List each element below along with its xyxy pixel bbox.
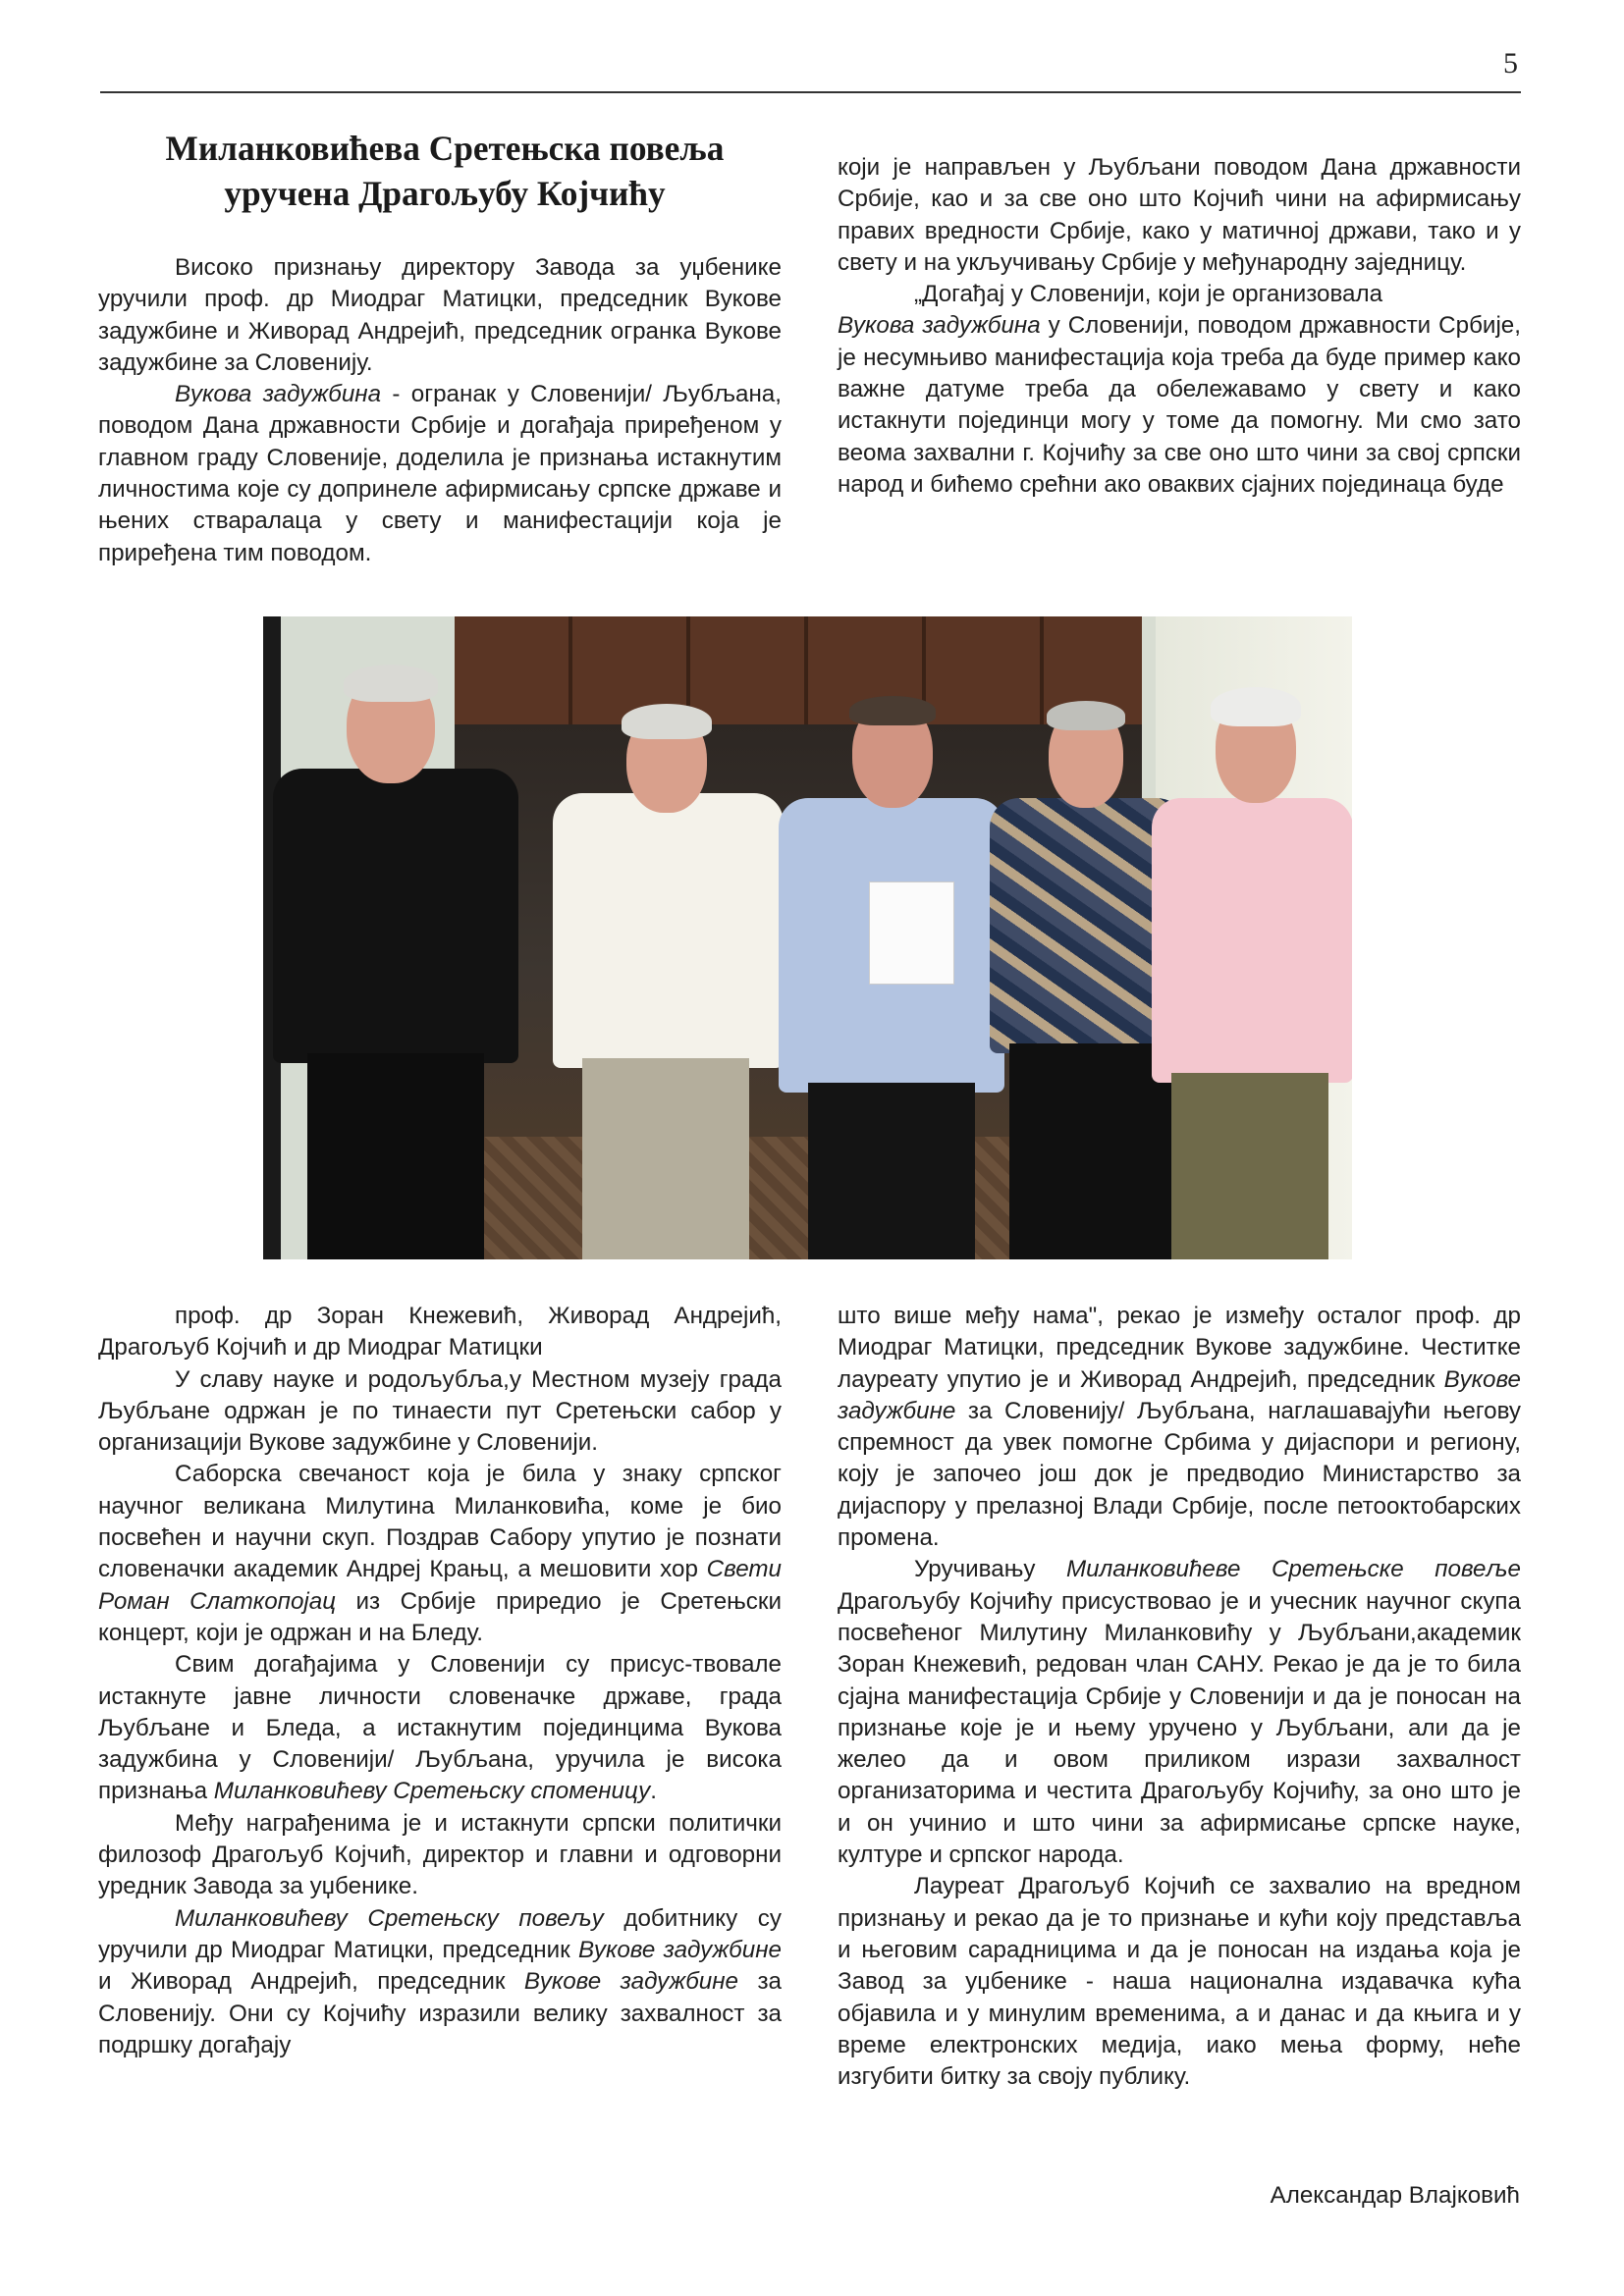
paragraph-text: и Живорад Андрејић, председник bbox=[98, 1968, 524, 1996]
paragraph bbox=[98, 1459, 782, 1649]
column-top-left bbox=[98, 252, 782, 569]
article-title bbox=[113, 126, 777, 216]
italic-phrase: Миланковићеву Сретењску повељу bbox=[175, 1904, 604, 1932]
italic-phrase: Свети Роман Слаткопојац bbox=[98, 1556, 782, 1615]
italic-phrase: Вукова задужбина bbox=[175, 381, 382, 408]
certificate bbox=[869, 881, 954, 985]
paragraph-text: за Словенију/ Љубљана, наглашавајући његову спремност да увек помогне Србима у дијаспори и региону, коју је започео још док је предводио Министарство за дијаспору у прелазној Влади Србије, после петооктобарских промена. bbox=[838, 1397, 1521, 1552]
title-line-2: уручена Драгољубу Којчићу bbox=[224, 174, 666, 213]
group-photo bbox=[263, 616, 1352, 1259]
paragraph: Лауреат Драгољуб Којчић се захвалио на вредном признању и рекао да је то признање и кући коју представља и његовим сарадницима и да је поносан на издања која је Завод за уџбенике - наша национална издавачка кућа објавила и у минулим временима, а и данас и да књига и у време електронских медија, иако мења форму, неће изгубити битку за своју публику. bbox=[838, 1873, 1521, 2091]
column-bottom-left bbox=[98, 1301, 782, 2061]
paragraph-text: „Догађај у Словенији, који је организовала bbox=[914, 281, 1383, 308]
paragraph: У славу науке и родољубља,у Местном музеју града Љубљане одржан је по тинаести пут Сретењски сабор у организацији Вукове задужбине у Словенији. bbox=[98, 1365, 782, 1457]
paragraph bbox=[98, 379, 782, 569]
header-rule bbox=[100, 91, 1521, 93]
italic-phrase: Вукове задужбине bbox=[838, 1365, 1521, 1424]
paragraph-text: из Србије приредио је Сретењски концерт, који је одржан и на Бледу. bbox=[98, 1587, 782, 1646]
paragraph bbox=[838, 279, 1521, 501]
page-number: 5 bbox=[1503, 47, 1518, 80]
paragraph-text: Уручивању bbox=[914, 1556, 1066, 1583]
paragraph-text: Драгољубу Којчићу присуствовао је и учесник научног скупа посвећеног Милутину Миланковићу у Љубљани,академик Зоран Кнежевић, редован члан САНУ. Рекао је да је то била сјајна манифестација Србије у Словенији и да је поносан на признање које је и њему уручено у Љубљани, али да је желео да и овом приликом изрази захвалност организаторима и честита Драгољубу Којчићу, за оно што је и он учинио и што чини за афирмисање српске науке, културе и српског народа. bbox=[838, 1587, 1521, 1869]
italic-phrase: Вукове задужбине bbox=[523, 1968, 739, 1996]
photo-person-2 bbox=[553, 710, 784, 1259]
column-bottom-right bbox=[838, 1301, 1521, 2093]
photo-person-3 bbox=[779, 700, 1004, 1259]
photo-person-1 bbox=[273, 651, 518, 1259]
paragraph-text: у Словенији, поводом државности Србије, је несумњиво манифестација која треба да буде пример како важне датуме треба да обележавамо у свету и како истакнути појединци могу у томе да помогну. Ми смо зато веома захвални г. Којчићу за све оно што чини за свој српски народ и бићемо срећни ако оваквих сјајних појединаца буде bbox=[838, 312, 1521, 498]
author-signature: Александар Влајковић bbox=[1270, 2182, 1520, 2209]
italic-phrase: Миланковићеве Сретењске повеље bbox=[1066, 1556, 1521, 1583]
paragraph-text: за Словенију. Они су Којчићу изразили велику захвалност за подршку догађају bbox=[98, 1968, 782, 2058]
paragraph: Међу награђенима је и истакнути српски политички филозоф Драгољуб Којчић, директор и главни и одговорни уредник Завода за уџбенике. bbox=[98, 1809, 782, 1900]
paragraph-text: . bbox=[650, 1778, 657, 1805]
italic-phrase: Миланковићеву Сретењску споменицу bbox=[213, 1778, 651, 1805]
paragraph-text: - огранак у Словенији/ Љубљана, поводом Дана државности Србије и догађаја приређеном у главном граду Словеније, доделила је признања истакнутим личностима које су допринеле афирмисању српске државе и њених стваралаца у свету и манифестацији која је приређена тим поводом. bbox=[98, 381, 782, 566]
column-top-right bbox=[838, 152, 1521, 501]
paragraph: који је направљен у Љубљани поводом Дана државности Србије, као и за све оно што Којчић чини на афирмисању правих вредности Србије, како у матичној држави, тако и у свету и на укључивању Србије у међународну заједницу. bbox=[838, 154, 1521, 276]
paragraph-text: Свим догађајима у Словенији су присус-твовале истакнуте јавне личности словеначке државе, града Љубљане и Бледа, а истакнутим појединцима Вукова задужбина у Словенији/ Љубљана, уручила је висока признања bbox=[98, 1651, 782, 1805]
paragraph-text: Саборска свечаност која је била у знаку српског научног великана Милутина Миланковића, коме је био посвећен и научни скуп. Поздрав Сабору упутио је познати словеначки академик Андреј Крањц, а мешовити хор bbox=[98, 1461, 782, 1583]
paragraph bbox=[98, 1903, 782, 2061]
italic-phrase: Вукова задужбина bbox=[838, 312, 1041, 340]
photo-person-5 bbox=[1152, 695, 1352, 1259]
paragraph bbox=[98, 1649, 782, 1807]
photo-caption: проф. др Зоран Кнежевић, Живорад Андрејић, Драгољуб Којчић и др Миодраг Матицки bbox=[98, 1303, 782, 1362]
italic-phrase: Вукове задужбине bbox=[577, 1936, 782, 1963]
title-line-1: Миланковићева Сретењска повеља bbox=[165, 129, 725, 168]
paragraph bbox=[838, 1554, 1521, 1871]
paragraph-text: добитнику су уручили др Миодраг Матицки, председник bbox=[98, 1904, 782, 1963]
paragraph-text: што више међу нама", рекао је између осталог проф. др Миодраг Матицки, председник Вукове задужбине. Честитке лауреату упутио је и Живорад Андрејић, председник bbox=[838, 1303, 1521, 1393]
paragraph: Високо признању директору Завода за уџбенике уручили проф. др Миодраг Матицки, председник Вукове задужбине и Живорад Андрејић, председник огранка Вукове задужбине за Словенију. bbox=[98, 254, 782, 376]
paragraph bbox=[838, 1301, 1521, 1554]
